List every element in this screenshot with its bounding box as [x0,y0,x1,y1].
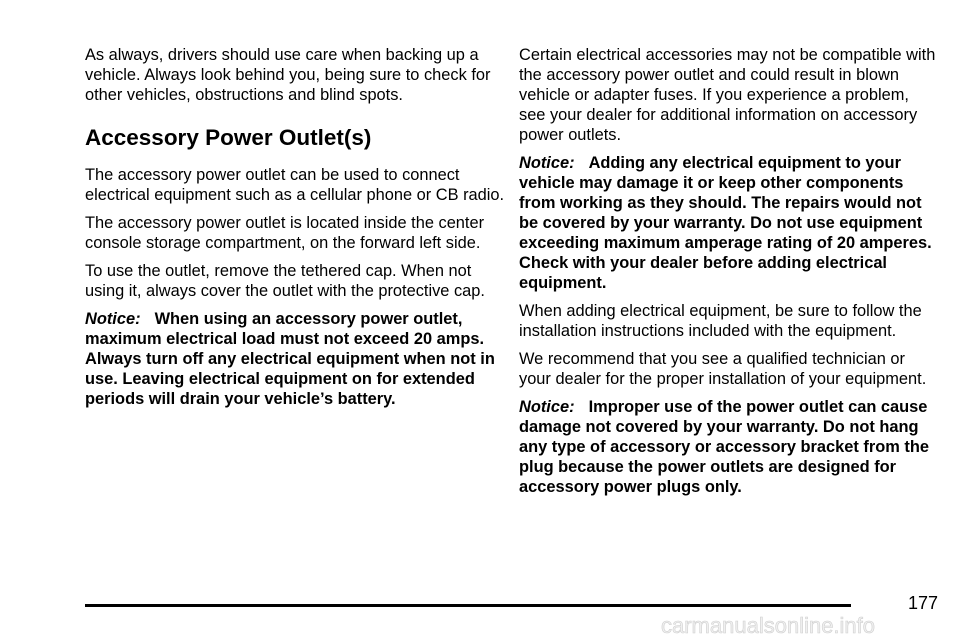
technician-paragraph: We recommend that you see a qualified technician or your dealer for the proper installation of your equipment. [519,350,927,388]
notice-label: Notice: [85,310,141,328]
outlet-cap-paragraph: To use the outlet, remove the tethered cap. When not using it, always cover the outlet with the protective cap. [85,262,485,300]
notice-text: When using an accessory power outlet, maximum electrical load must not exceed 20 amps. Always turn off any electrical equipment when not in use. Leaving electrical equipment on for extended periods will drain your vehicle’s battery. [85,310,495,408]
page-number: 177 [907,593,938,613]
notice-label: Notice: [519,398,575,416]
watermark: carmanualsonline.info [661,613,876,638]
notice-block [519,397,939,497]
installation-paragraph: When adding electrical equipment, be sure to follow the installation instructions included with the equipment. [519,302,922,340]
left-column [85,45,505,417]
outlet-use-paragraph: The accessory power outlet can be used to connect electrical equipment such as a cellular phone or CB radio. [85,166,505,204]
outlet-location-paragraph: The accessory power outlet is located inside the center console storage compartment, on the forward left side. [85,214,485,252]
intro-paragraph: As always, drivers should use care when backing up a vehicle. Always look behind you, being sure to check for other vehicles, obstructions and blind spots. [85,46,491,104]
notice-block [519,153,939,293]
section-heading: Accessory Power Outlet(s) [85,125,372,150]
notice-text: Adding any electrical equipment to your vehicle may damage it or keep other components from working as they should. The repairs would not be covered by your warranty. Do not use equipment exceeding maximum amperage rating of 20 amperes. Check with your dealer before adding electrical equipment. [519,154,932,292]
right-column [519,45,939,505]
notice-text: Improper use of the power outlet can cause damage not covered by your warranty. Do not hang any type of accessory or accessory bracket from the plug because the power outlets are designed for accessory power plugs only. [519,398,929,496]
notice-block [85,309,505,409]
notice-label: Notice: [519,154,575,172]
compatibility-paragraph: Certain electrical accessories may not be compatible with the accessory power outlet and could result in blown vehicle or adapter fuses. If you experience a problem, see your dealer for additional information on accessory power outlets. [519,46,936,144]
footer-rule [85,604,851,607]
